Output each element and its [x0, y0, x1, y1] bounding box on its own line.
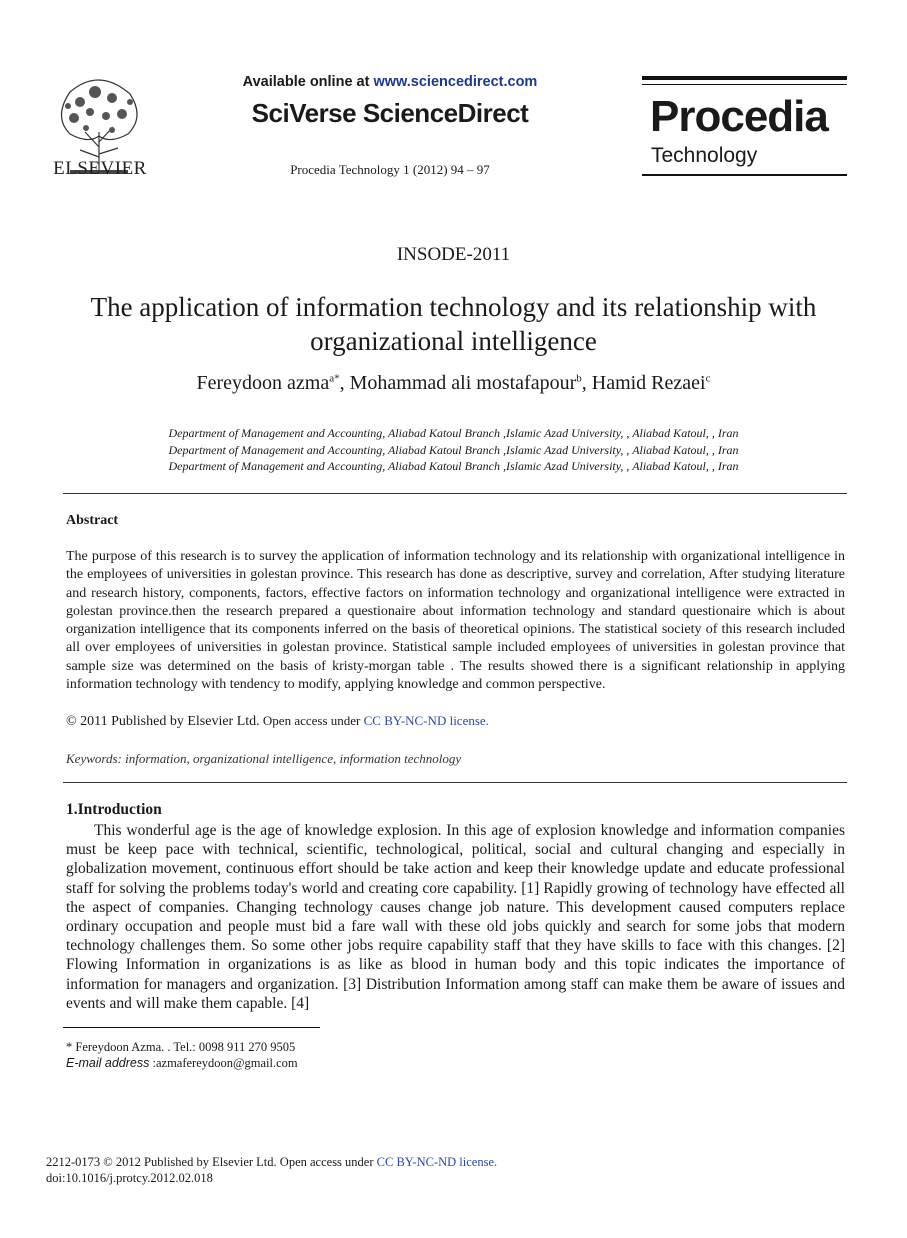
- paper-title: The application of information technology and its relationship with organizational intelligence: [90, 292, 817, 356]
- affiliation-line: Department of Management and Accounting, Aliabad Katoul Branch ,Islamic Azad University, , Aliabad Katoul, , Iran: [168, 426, 739, 440]
- elsevier-wordmark: ELSEVIER: [53, 158, 147, 179]
- logo-rule-top-thin: [642, 84, 847, 85]
- email-address: :azmafereydoon@gmail.com: [149, 1056, 298, 1070]
- divider: [63, 782, 847, 783]
- logo-rule-bottom: [642, 174, 847, 176]
- footnote-rule: [63, 1027, 320, 1028]
- open-access-text: Open access under: [276, 1155, 377, 1169]
- divider: [63, 493, 847, 494]
- abstract-copyright: [66, 713, 489, 730]
- copyright-text: © 2011 Published by Elsevier Ltd.: [66, 714, 260, 729]
- issn-text: 2212-0173 © 2012 Published by Elsevier Ltd.: [46, 1155, 277, 1169]
- email-footnote: [66, 1056, 298, 1071]
- keywords-text: information, organizational intelligence, information technology: [121, 751, 462, 766]
- author-affil-mark: a*: [329, 372, 340, 385]
- keywords: [66, 751, 461, 767]
- email-label: E-mail address: [66, 1056, 150, 1070]
- affiliation-line: Department of Management and Accounting, Aliabad Katoul Branch ,Islamic Azad University, , Aliabad Katoul, , Iran: [168, 459, 739, 473]
- affiliation-line: Department of Management and Accounting, Aliabad Katoul Branch ,Islamic Azad University, , Aliabad Katoul, , Iran: [168, 442, 739, 457]
- available-online: [200, 74, 580, 90]
- author-separator: ,: [339, 372, 350, 394]
- abstract-text: The purpose of this research is to survey the application of information technology and its relationship with organizational intelligence in the employees of universities in golestan province. This research has done as descriptive, survey and correlation, After studying literature and research history, components, factors, effective factors on information technology and organizational intelligence were extracted in golestan province.then the research prepared a questionaire about information technology and standard questionaire which is about organization intelligence that its components inferred on the basis of theoretical opinions. The statistical society of this research included all over employees of universities in golestan province. Statistical sample included employees of universities in golestan province that sample size was determined on the basis of kristy-morgan table . The results showed there is a significant relationship in applying information technology with tendency to modify, applying knowledge and common perspective.: [66, 549, 845, 693]
- corresponding-author: * Fereydoon Azma. . Tel.: 0098 911 270 9505: [66, 1040, 296, 1054]
- issn-line: [46, 1155, 497, 1170]
- sciencedirect-link[interactable]: www.sciencedirect.com: [373, 74, 538, 90]
- doi: doi:10.1016/j.protcy.2012.02.018: [46, 1171, 213, 1185]
- license-link[interactable]: CC BY-NC-ND license.: [363, 713, 489, 728]
- author-name: Fereydoon azma: [196, 372, 330, 394]
- abstract-heading: Abstract: [66, 513, 119, 528]
- license-link[interactable]: CC BY-NC-ND license.: [376, 1155, 498, 1169]
- intro-paragraph: This wonderful age is the age of knowledge explosion. In this age of explosion knowledge and information companies must be keep pace with technical, scientific, technological, political, social and cultural changing and especially in globalization movement, continuous effort should be take action and keep their knowledge update and educate professional staff for solving the problems today's world and creating core capability. [1] Rapidly growing of technology have effected all the aspect of companies. Changing technology causes change job nature. This development caused computers replace ordinary occupation and people must bid a fare wall with these old jobs quickly and search for some jobs that modern technology challenges them. So some other jobs require capability staff that they have skills to face with this changes. [2] Flowing Information in organizations is as like as blood in human body and this topic indicates the importance of information for managers and organization. [3] Distribution Information among staff can make them be aware of issues and events and will make them capable. [4]: [66, 822, 845, 1012]
- procedia-name: Procedia: [650, 92, 828, 141]
- logo-rule-top: [642, 76, 847, 80]
- author-separator: ,: [581, 372, 592, 394]
- author-name: Hamid Rezaei: [591, 372, 706, 394]
- author-affil-mark: c: [705, 372, 711, 385]
- journal-reference: Procedia Technology 1 (2012) 94 – 97: [290, 162, 490, 177]
- author-list: [0, 372, 907, 395]
- platform-name: SciVerse ScienceDirect: [251, 98, 529, 128]
- keywords-label: Keywords:: [66, 751, 122, 766]
- procedia-logo: [642, 76, 847, 176]
- open-access-text: Open access under: [259, 713, 364, 728]
- author-name: Mohammad ali mostafapour: [349, 372, 577, 394]
- section-heading: 1.Introduction: [66, 801, 162, 818]
- available-prefix: Available online at: [242, 74, 374, 90]
- conference-name: INSODE-2011: [396, 244, 511, 265]
- procedia-subtitle: Technology: [651, 144, 758, 167]
- author-affil-mark: b: [576, 372, 582, 385]
- affiliations: [40, 425, 867, 475]
